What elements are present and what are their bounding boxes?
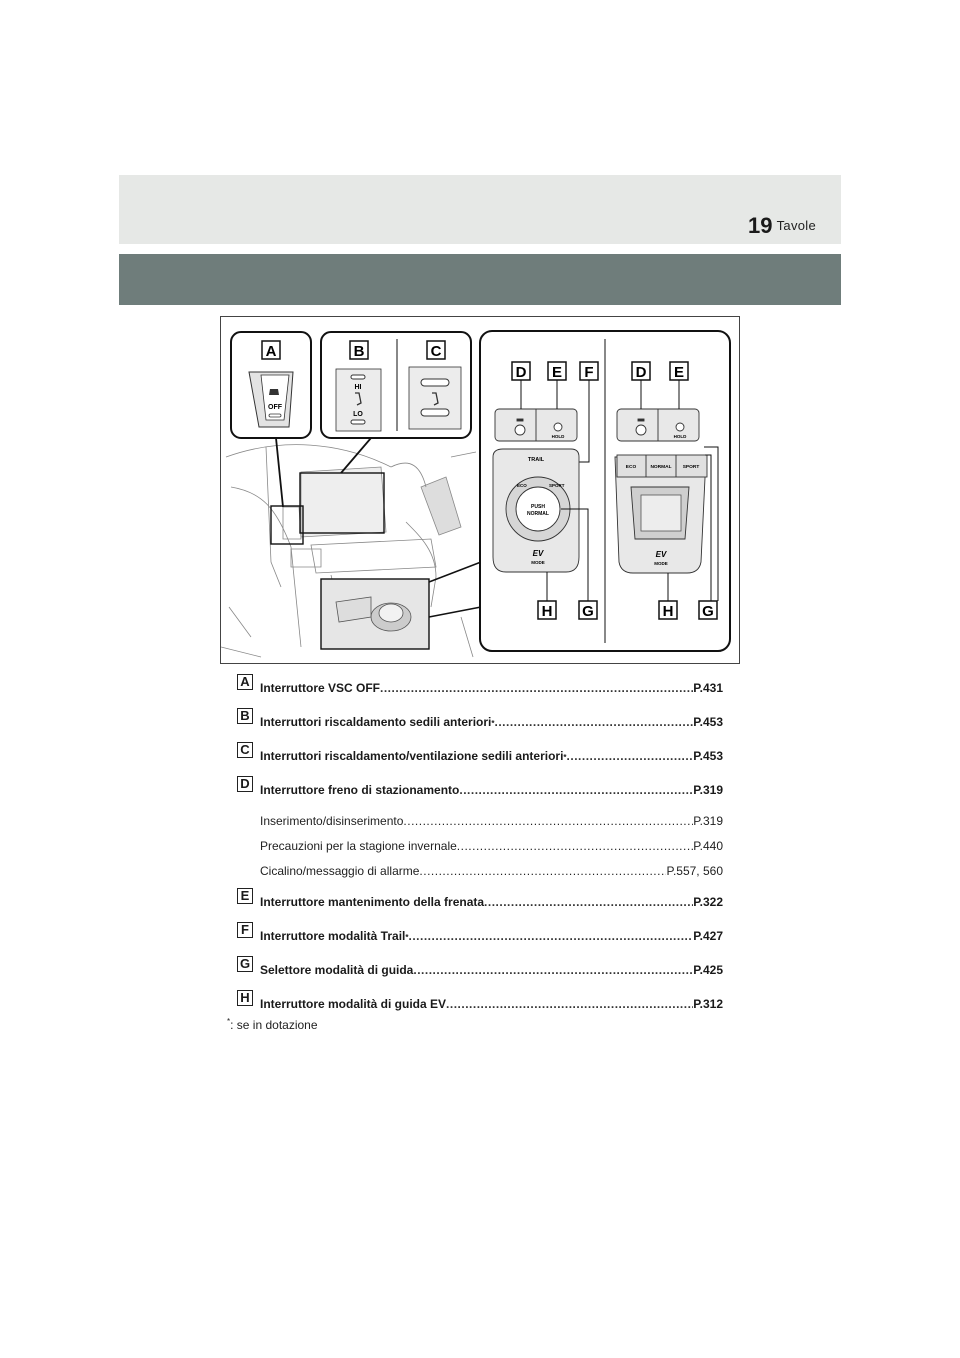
page-number: 19 bbox=[748, 213, 773, 238]
entry-b-page: P.453 bbox=[693, 715, 723, 729]
callout-e-right: E bbox=[673, 364, 685, 381]
entry-f-page: P.427 bbox=[693, 929, 723, 943]
callout-f: F bbox=[584, 364, 594, 381]
entry-g-page: P.425 bbox=[693, 963, 723, 977]
footnote-star: * bbox=[227, 1017, 231, 1026]
entry-h bbox=[237, 990, 723, 1011]
entry-f-label: Interruttore modalità Trail bbox=[260, 929, 406, 943]
entry-d-sub-2 bbox=[260, 839, 723, 853]
entry-d-sub-3 bbox=[260, 864, 723, 878]
entry-f bbox=[237, 922, 723, 943]
entry-b bbox=[237, 708, 723, 729]
entry-a-label: Interruttore VSC OFF bbox=[260, 681, 381, 695]
letter-d: D bbox=[237, 776, 253, 792]
trail-label: TRAIL bbox=[527, 457, 545, 463]
push-label: PUSH bbox=[531, 504, 545, 510]
sport-rotary-label: SPORT bbox=[549, 483, 565, 488]
footnote-text: : se in dotazione bbox=[230, 1018, 318, 1032]
entry-e-label: Interruttore mantenimento della frenata bbox=[260, 895, 485, 909]
entry-h-label: Interruttore modalità di guida EV bbox=[260, 997, 447, 1011]
entry-d-sub-1-page: P.319 bbox=[693, 814, 723, 828]
callout-h-right: H bbox=[662, 603, 674, 620]
entry-a-page: P.431 bbox=[693, 681, 723, 695]
highlight-a bbox=[271, 506, 303, 544]
letter-a: A bbox=[237, 674, 253, 690]
mode-label-right: MODE bbox=[654, 561, 668, 566]
section-title: Tavole bbox=[776, 218, 816, 233]
callout-g-left: G bbox=[582, 603, 594, 620]
callout-d-left: D bbox=[515, 364, 527, 381]
console-illustration bbox=[220, 316, 740, 664]
callout-h-left: H bbox=[541, 603, 553, 620]
normal-button-label: NORMAL bbox=[650, 465, 672, 470]
hold-label-left: HOLD bbox=[551, 434, 565, 439]
entry-c-label: Interruttori riscaldamento/ventilazione sedili anteriori bbox=[260, 749, 564, 763]
header-band bbox=[119, 175, 841, 244]
mode-label-left: MODE bbox=[531, 560, 545, 565]
letter-b: B bbox=[237, 708, 253, 724]
entry-d-label: Interruttore freno di stazionamento bbox=[260, 783, 460, 797]
entry-h-page: P.312 bbox=[693, 997, 723, 1011]
entry-g bbox=[237, 956, 723, 977]
ev-label-right: EV bbox=[655, 550, 667, 559]
entry-d-sub-1 bbox=[260, 814, 723, 828]
eco-button-label: ECO bbox=[625, 465, 637, 470]
sport-button-label: SPORT bbox=[682, 465, 700, 470]
entry-c-star: * bbox=[563, 753, 567, 762]
entry-b-star: * bbox=[491, 719, 495, 728]
push-normal-label: NORMAL bbox=[527, 511, 549, 517]
entry-a bbox=[237, 674, 723, 695]
letter-f: F bbox=[237, 922, 253, 938]
seat-lo-text: LO bbox=[353, 411, 363, 418]
entry-e-page: P.322 bbox=[693, 895, 723, 909]
letter-h: H bbox=[237, 990, 253, 1006]
entry-e bbox=[237, 888, 723, 909]
letter-e: E bbox=[237, 888, 253, 904]
entry-d-page: P.319 bbox=[693, 783, 723, 797]
entry-c bbox=[237, 742, 723, 763]
entry-d-sub-3-page: P.557, 560 bbox=[666, 864, 723, 878]
ev-label-left: EV bbox=[532, 549, 544, 558]
entry-c-page: P.453 bbox=[693, 749, 723, 763]
entry-d-sub-2-page: P.440 bbox=[693, 839, 723, 853]
callout-d-right: D bbox=[635, 364, 647, 381]
letter-g: G bbox=[237, 956, 253, 972]
entry-f-star: * bbox=[405, 933, 409, 942]
entry-d-sub-1-label: Inserimento/disinserimento bbox=[260, 814, 404, 828]
entry-d bbox=[237, 776, 723, 797]
vsc-off-text: OFF bbox=[268, 404, 282, 411]
entry-d-sub-2-label: Precauzioni per la stagione invernale bbox=[260, 839, 457, 853]
entry-g-label: Selettore modalità di guida bbox=[260, 963, 414, 977]
callout-b: B bbox=[353, 343, 365, 360]
seat-hi-text: HI bbox=[354, 384, 362, 391]
eco-rotary-label: ECO bbox=[517, 483, 527, 488]
chapter-band bbox=[119, 254, 841, 305]
footnote bbox=[227, 1017, 318, 1032]
callout-e-left: E bbox=[551, 364, 563, 381]
callout-c: C bbox=[430, 343, 442, 360]
callout-a: A bbox=[265, 343, 277, 360]
entry-d-sub-3-label: Cicalino/messaggio di allarme bbox=[260, 864, 420, 878]
letter-c: C bbox=[237, 742, 253, 758]
entry-b-label: Interruttori riscaldamento sedili anteriori bbox=[260, 715, 492, 729]
hold-label-right: HOLD bbox=[673, 434, 687, 439]
callout-g-right: G bbox=[702, 603, 714, 620]
